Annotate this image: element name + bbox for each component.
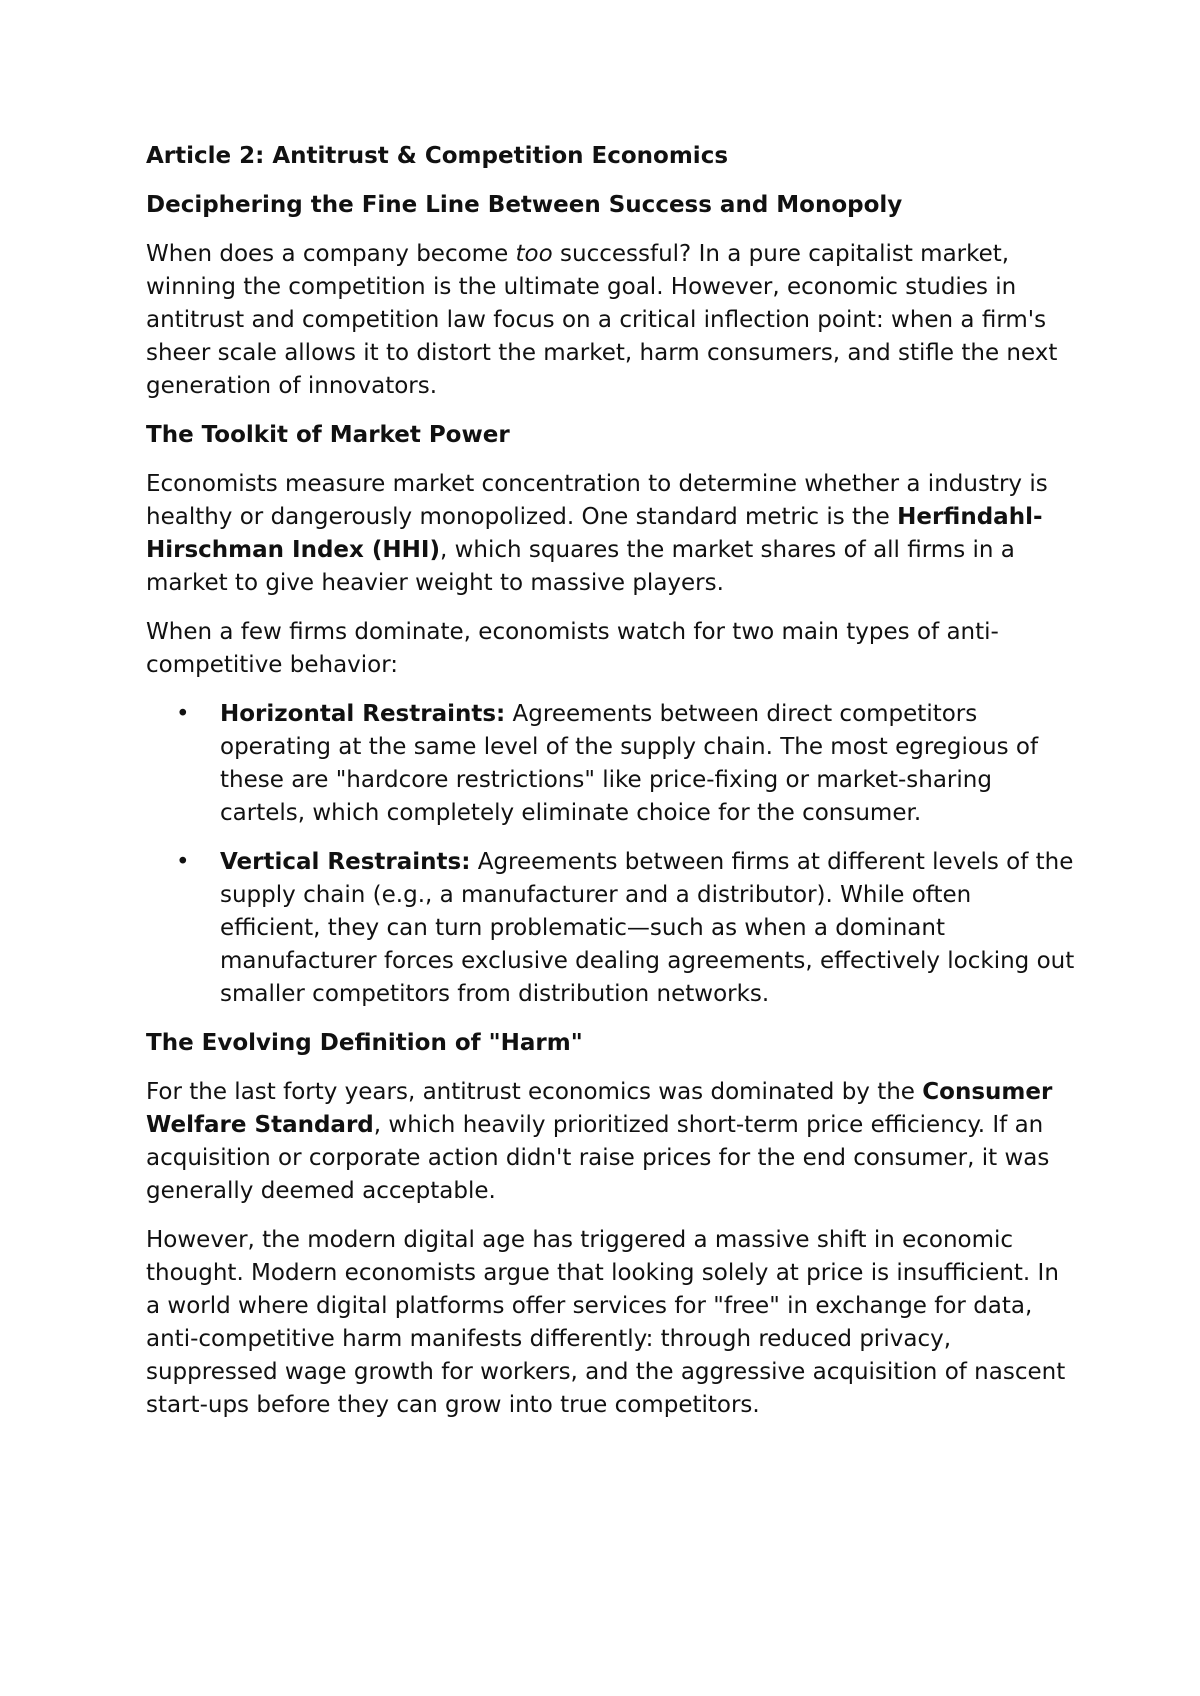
- article-subtitle: Deciphering the Fine Line Between Success and Monopoly: [146, 192, 903, 218]
- intro-emphasis: too: [515, 241, 553, 267]
- digital-age-paragraph: However, the modern digital age has triggered a massive shift in economic thought. Modern economists argue that looking solely at price is insufficient. In a world where digital platforms offer services for "free" in exchange for data, anti-competitive harm manifests differently: through reduced privacy, suppressed wage growth for workers, and the aggressive acquisition of nascent start-ups before they can grow into true competitors.: [146, 1227, 1066, 1418]
- article-title: Article 2: Antitrust & Competition Economics: [146, 143, 729, 169]
- list-item-term: Vertical Restraints:: [220, 849, 471, 875]
- section-heading-market-power: The Toolkit of Market Power: [146, 422, 510, 448]
- list-item-term: Horizontal Restraints:: [220, 701, 506, 727]
- bullet-icon: •: [176, 849, 190, 875]
- welfare-paragraph: [146, 1076, 1076, 1208]
- list-item-text: Agreements between direct competitors operating at the same level of the supply chain. The most egregious of these are "hardcore restrictions" like price-fixing or market-sharing cartels, which completely eliminate choice for the consumer.: [220, 701, 1039, 826]
- section-heading-harm: The Evolving Definition of "Harm": [146, 1030, 583, 1056]
- list-item-text: Agreements between firms at different levels of the supply chain (e.g., a manufacturer and a distributor). While often efficient, they can turn problematic—such as when a dominant manufacturer forces exclusive dealing agreements, effectively locking out smaller competitors from distribution networks.: [220, 849, 1075, 1007]
- welfare-text-1: For the last forty years, antitrust economics was dominated by the: [146, 1079, 923, 1105]
- welfare-term: Consumer Welfare Standard: [146, 1079, 1053, 1138]
- hhi-text-2: , which squares the market shares of all firms in a market to give heavier weight to massive players.: [146, 537, 1015, 596]
- hhi-paragraph: [146, 468, 1076, 600]
- intro-text-1: When does a company become: [146, 241, 516, 267]
- intro-text-2: successful? In a pure capitalist market, winning the competition is the ultimate goal. However, economic studies in antitrust and competition law focus on a critical inflection point: when a firm's sheer scale allows it to distort the market, harm consumers, and stifle the next generation of innovators.: [146, 241, 1058, 399]
- restraints-list: [146, 698, 1076, 1011]
- hhi-text-1: Economists measure market concentration to determine whether a industry is healthy or dangerously monopolized. One standard metric is the: [146, 471, 1048, 530]
- document-page: [146, 140, 1076, 1438]
- hhi-term: Herfindahl-Hirschman Index (HHI): [146, 504, 1043, 563]
- list-item-vertical: [146, 846, 1076, 1011]
- intro-paragraph: [146, 238, 1076, 403]
- welfare-text-2: , which heavily prioritized short-term price efficiency. If an acquisition or corporate action didn't raise prices for the end consumer, it was generally deemed acceptable.: [146, 1112, 1050, 1204]
- bullet-icon: •: [176, 701, 190, 727]
- behavior-paragraph: When a few firms dominate, economists watch for two main types of anti-competitive behavior:: [146, 619, 999, 678]
- list-item-horizontal: [146, 698, 1076, 830]
